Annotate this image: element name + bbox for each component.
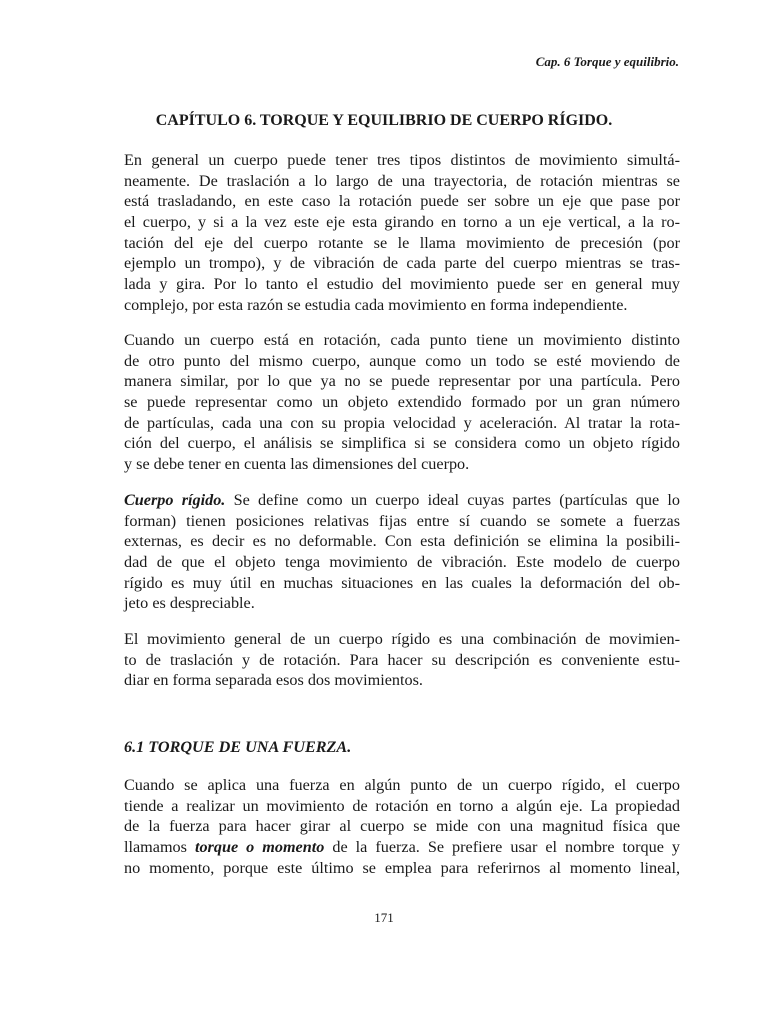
paragraph-line: de la fuerza para hacer girar al cuerpo se mide con una magnitud física que [124,817,680,836]
paragraph-rotation [124,330,680,475]
paragraph-line: externas, es decir es no deformable. Con esta definición se elimina la posibili- [124,532,680,551]
line-text: Se define como un cuerpo ideal cuyas partes (partículas que lo [225,491,680,509]
page-number: 171 [374,910,394,925]
paragraph-line: ción del cuerpo, el análisis se simplifica si se considera como un objeto rígido [124,434,680,453]
paragraph-line: El movimiento general de un cuerpo rígido es una combinación de movimien- [124,630,680,648]
line-text: llamamos [124,838,195,857]
paragraph-line: tación del eje del cuerpo rotante se le llama movimiento de precesión (por [124,233,680,252]
paragraph-line: neamente. De traslación a lo largo de una trayectoria, de rotación mientras se [124,171,680,190]
paragraph-line: complejo, por esta razón se estudia cada movimiento en forma independiente. [124,295,628,314]
paragraph-line: de otro punto del mismo cuerpo, aunque como un todo se esté moviendo de [124,351,680,370]
paragraph-line: no momento, porque este último se emplea para referirnos al momento lineal, [124,858,680,877]
paragraph-line: rígido es muy útil en muchas situaciones en las cuales la deformación del ob- [124,573,680,592]
paragraph-rigid-body [124,490,680,614]
paragraph-line: En general un cuerpo puede tener tres tipos distintos de movimiento simultá- [124,151,680,169]
paragraph-intro [124,150,680,316]
paragraph-line: lada y gira. Por lo tanto el estudio del movimiento puede ser en general muy [124,275,680,294]
section-heading: 6.1 TORQUE DE UNA FUERZA. [124,738,352,756]
paragraph-line: se puede representar como un objeto extendido formado por un gran número [124,393,680,412]
paragraph-line [124,837,680,858]
paragraph-general-motion [124,629,680,691]
paragraph-line: forman) tienen posiciones relativas fijas entre sí cuando se somete a fuerzas [124,511,680,530]
paragraph-line: tiende a realizar un movimiento de rotación en torno a algún eje. La propiedad [124,796,680,815]
paragraph-line: to de traslación y de rotación. Para hacer su descripción es conveniente estu- [124,650,680,669]
paragraph-line: ejemplo un trompo), y de vibración de cada parte del cuerpo mientras se tras- [124,254,680,273]
line-text: de la fuerza. Se prefiere usar el nombre torque y [324,838,680,857]
paragraph-line [124,490,680,511]
paragraph-line: dad de que el objeto tenga movimiento de vibración. Este modelo de cuerpo [124,553,680,572]
paragraph-line: diar en forma separada esos dos movimientos. [124,671,423,690]
paragraph-line: el cuerpo, y si a la vez este eje esta girando en torno a un eje vertical, a la ro- [124,213,680,232]
paragraph-line: Cuando se aplica una fuerza en algún punto de un cuerpo rígido, el cuerpo [124,776,680,794]
paragraph-line: está trasladando, en este caso la rotación puede ser sobre un eje que pase por [124,192,680,211]
paragraph-line: de partículas, cada una con su propia velocidad y aceleración. Al tratar la rota- [124,413,680,432]
paragraph-line: jeto es despreciable. [124,594,255,613]
paragraph-torque [124,775,680,878]
paragraph-line: Cuando un cuerpo está en rotación, cada punto tiene un movimiento distinto [124,331,680,349]
term-rigid-body: Cuerpo rígido. [124,491,226,509]
running-header: Cap. 6 Torque y equilibrio. [535,54,679,69]
paragraph-line: y se debe tener en cuenta las dimensiones del cuerpo. [124,455,470,474]
paragraph-line: manera similar, por lo que ya no se puede representar por una partícula. Pero [124,372,680,391]
chapter-title: CAPÍTULO 6. TORQUE Y EQUILIBRIO DE CUERPO RÍGIDO. [155,112,613,129]
term-torque: torque o momento [194,838,325,857]
